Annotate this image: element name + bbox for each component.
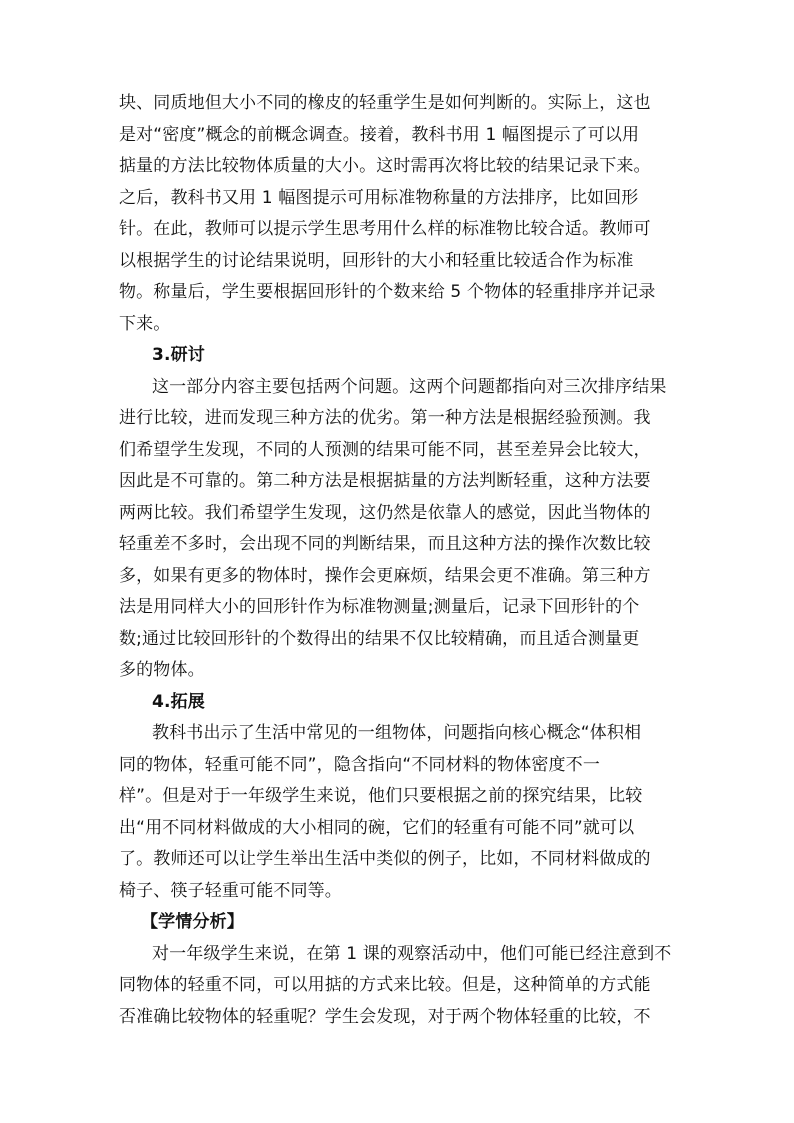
body-line: 同物体的轻重不同，可以用掂的方式来比较。但是，这种简单的方式能	[119, 975, 651, 995]
body-line: 教科书出示了生活中常见的一组物体，问题指向核心概念“体积相	[152, 723, 642, 743]
body-line: 们希望学生发现，不同的人预测的结果可能不同，甚至差异会比较大，	[119, 439, 651, 460]
section-heading-student-analysis: 【学情分析】	[141, 912, 244, 932]
body-line: 以根据学生的讨论结果说明，回形针的大小和轻重比较适合作为标准	[119, 250, 634, 271]
body-line: 法是用同样大小的回形针作为标准物测量;测量后，记录下回形针的个	[119, 597, 640, 617]
body-line: 椅子、筷子轻重可能不同等。	[119, 880, 342, 901]
body-line: 对一年级学生来说，在第 1 课的观察活动中，他们可能已经注意到不	[152, 943, 672, 964]
document-body	[119, 88, 675, 1033]
body-line: 数;通过比较回形针的个数得出的结果不仅比较精确，而且适合测量更	[119, 628, 640, 649]
body-line: 块、同质地但大小不同的橡皮的轻重学生是如何判断的。实际上，这也	[119, 93, 651, 113]
body-line: 了。教师还可以让学生举出生活中类似的例子，比如，不同材料做成的	[119, 849, 651, 869]
section-heading-extension: 4.拓展	[152, 691, 205, 712]
body-line: 同的物体，轻重可能不同”，隐含指向“不同材料的物体密度不一	[119, 754, 600, 775]
body-line: 掂量的方法比较物体质量的大小。这时需再次将比较的结果记录下来。	[119, 156, 651, 176]
body-line: 进行比较，进而发现三种方法的优劣。第一种方法是根据经验预测。我	[119, 408, 651, 428]
body-line: 出“用不同材料做成的大小相同的碗，它们的轻重有可能不同”就可以	[119, 817, 635, 838]
body-line: 下来。	[119, 313, 171, 334]
body-line: 多，如果有更多的物体时，操作会更麻烦，结果会更不准确。第三种方	[119, 565, 651, 586]
body-line: 因此是不可靠的。第二种方法是根据掂量的方法判断轻重，这种方法要	[119, 471, 651, 491]
body-line: 物。称量后，学生要根据回形针的个数来给 5 个物体的轻重排序并记录	[119, 282, 656, 302]
body-line: 是对“密度”概念的前概念调查。接着，教科书用 1 幅图提示了可以用	[119, 124, 640, 145]
body-line: 样”。但是对于一年级学生来说，他们只要根据之前的探究结果，比较	[119, 786, 643, 806]
body-line: 这一部分内容主要包括两个问题。这两个问题都指向对三次排序结果	[152, 376, 667, 397]
body-line: 之后，教科书又用 1 幅图提示可用标准物称量的方法排序，比如回形	[119, 187, 639, 208]
body-line: 否准确比较物体的轻重呢？学生会发现，对于两个物体轻重的比较，不	[119, 1006, 651, 1027]
body-line: 轻重差不多时，会出现不同的判断结果，而且这种方法的操作次数比较	[119, 534, 651, 554]
body-line: 两两比较。我们希望学生发现，这仍然是依靠人的感觉，因此当物体的	[119, 502, 651, 523]
section-heading-discussion: 3.研讨	[152, 345, 205, 365]
body-line: 多的物体。	[119, 660, 205, 680]
body-line: 针。在此，教师可以提示学生思考用什么样的标准物比较合适。教师可	[119, 219, 651, 239]
